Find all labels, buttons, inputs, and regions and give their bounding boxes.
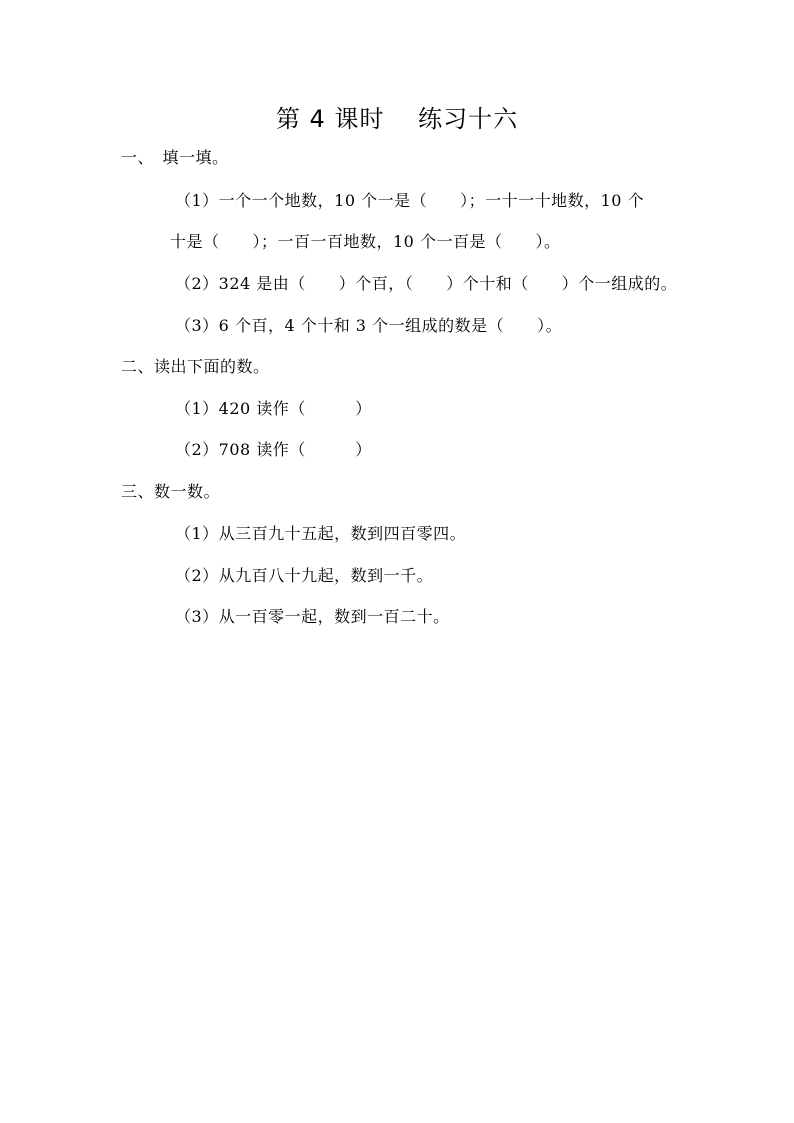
question-1-3: （3）6 个百，4 个十和 3 个一组成的数是（ ）。 xyxy=(175,316,563,335)
question-1-1: （1）一个一个地数，10 个一是（ ）；一十一十地数，10 个 xyxy=(175,191,645,210)
section-2-heading: 二、读出下面的数。 xyxy=(121,357,270,376)
section-3-heading: 三、数一数。 xyxy=(121,482,221,501)
section-1-heading: 一、 填一填。 xyxy=(121,148,229,167)
page-title: 第 4 课时 练习十六 xyxy=(275,105,519,133)
question-2-2: （2）708 读作（ ） xyxy=(175,440,372,459)
question-1-2: （2）324 是由（ ）个百，（ ）个十和（ ）个一组成的。 xyxy=(175,274,678,293)
question-1-1-continuation: 十是（ ）；一百一百地数，10 个一百是（ ）。 xyxy=(170,232,561,251)
question-3-1: （1）从三百九十五起，数到四百零四。 xyxy=(175,524,467,543)
question-3-3: （3）从一百零一起，数到一百二十。 xyxy=(175,607,450,626)
question-3-2: （2）从九百八十九起，数到一千。 xyxy=(175,566,434,585)
question-2-1: （1）420 读作（ ） xyxy=(175,399,372,418)
